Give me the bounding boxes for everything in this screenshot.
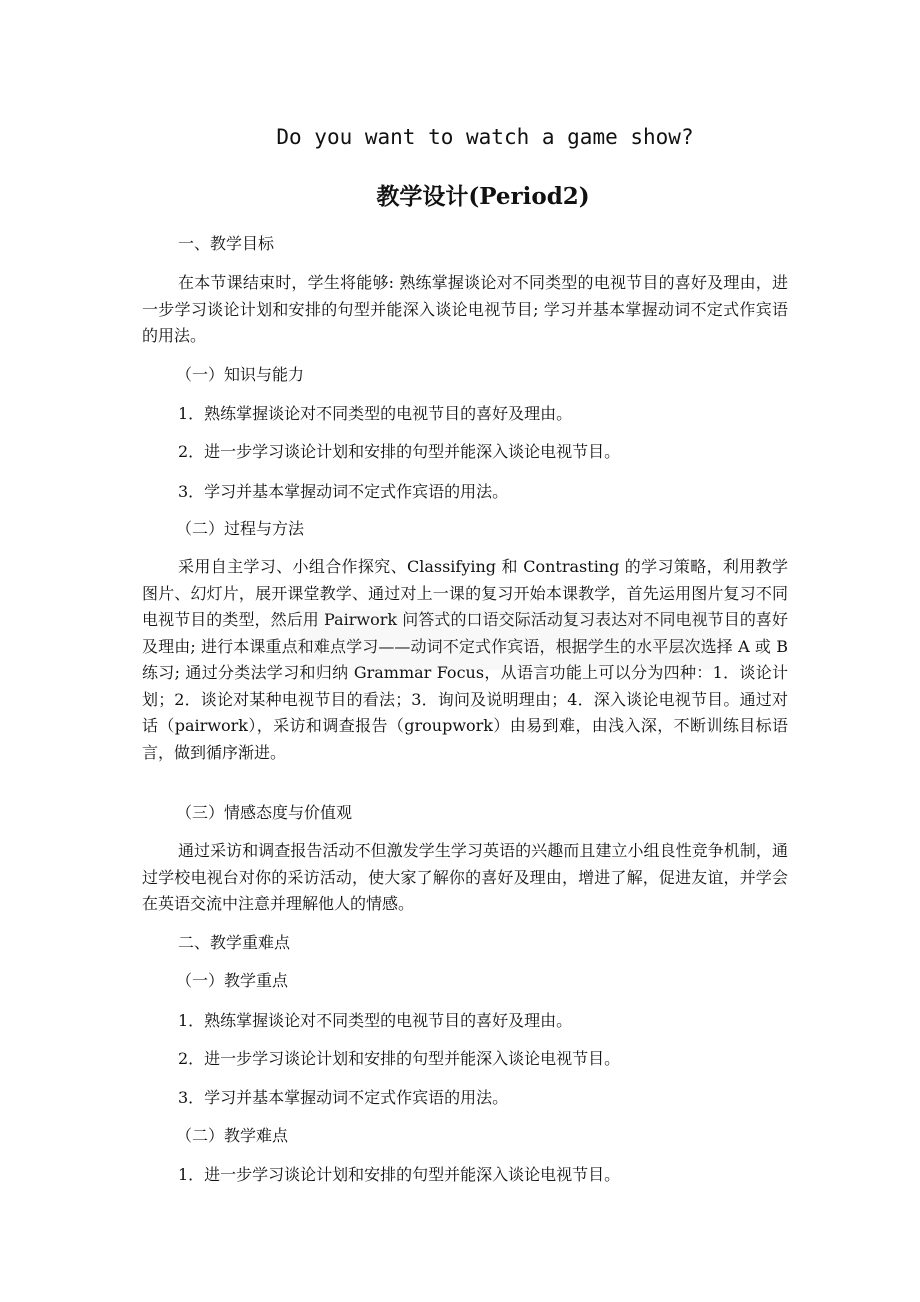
knowledge-item-2: 2．进一步学习谈论计划和安排的句型并能深入谈论电视节目。 — [178, 442, 621, 461]
section-heading-objectives: 一、教学目标 — [178, 234, 275, 253]
objectives-intro-paragraph: 在本节课结束时，学生将能够: 熟练掌握谈论对不同类型的电视节目的喜好及理由，进一步学习谈论计划和安排的句型并能深入谈论电视节目; 学习并基本掌握动词不定式作宾语的用法。 — [142, 273, 788, 345]
document-subtitle: 教学设计(Period2) — [376, 183, 590, 210]
knowledge-item-1: 1．熟练掌握谈论对不同类型的电视节目的喜好及理由。 — [178, 404, 573, 423]
emotion-values-paragraph: 通过采访和调查报告活动不但激发学生学习英语的兴趣而且建立小组良性竞争机制，通过学校电视台对你的采访活动，使大家了解你的喜好及理由，增进了解，促进友谊，并学会在英语交流中注意并理解他人的情感。 — [142, 841, 788, 913]
key-point-item-3: 3．学习并基本掌握动词不定式作宾语的用法。 — [178, 1088, 509, 1107]
difficult-point-item-1: 1．进一步学习谈论计划和安排的句型并能深入谈论电视节目。 — [178, 1165, 621, 1184]
subheading-process-method: （二）过程与方法 — [176, 519, 305, 538]
key-point-item-1: 1．熟练掌握谈论对不同类型的电视节目的喜好及理由。 — [178, 1011, 573, 1030]
knowledge-item-3: 3．学习并基本掌握动词不定式作宾语的用法。 — [178, 482, 509, 501]
document-title: Do you want to watch a game show? — [276, 125, 694, 149]
subheading-knowledge-ability: （一）知识与能力 — [176, 365, 305, 384]
key-point-item-2: 2．进一步学习谈论计划和安排的句型并能深入谈论电视节目。 — [178, 1049, 621, 1068]
process-method-paragraph: 采用自主学习、小组合作探究、Classifying 和 Contrasting 的学习策略，利用教学图片、幻灯片，展开课堂教学、通过对上一课的复习开始本课教学，首先运用图片复习不同电视节目的类型，然后用 Pairwork 问答式的口语交际活动复习表达对不同电视节目的喜好及理由; 进行本课重点和难点学习——动词不定式作宾语，根据学生的水平层次选择 A 或 B 练习; 通过分类法学习和归纳 Grammar Focus，从语言功能上可以分为四种：1．谈论计划；2．谈论对某种电视节目的看法；3．询问及说明理由；4．深入谈论电视节目。通过对话（pairwork），采访和调查报告（groupwork）由易到难，由浅入深，不断训练目标语言，做到循序渐进。 — [142, 557, 788, 762]
section-heading-key-difficult: 二、教学重难点 — [178, 933, 291, 952]
subheading-difficult-points: （二）教学难点 — [176, 1126, 289, 1145]
subheading-emotion-values: （三）情感态度与价值观 — [176, 803, 353, 822]
subheading-key-points: （一）教学重点 — [176, 971, 289, 990]
